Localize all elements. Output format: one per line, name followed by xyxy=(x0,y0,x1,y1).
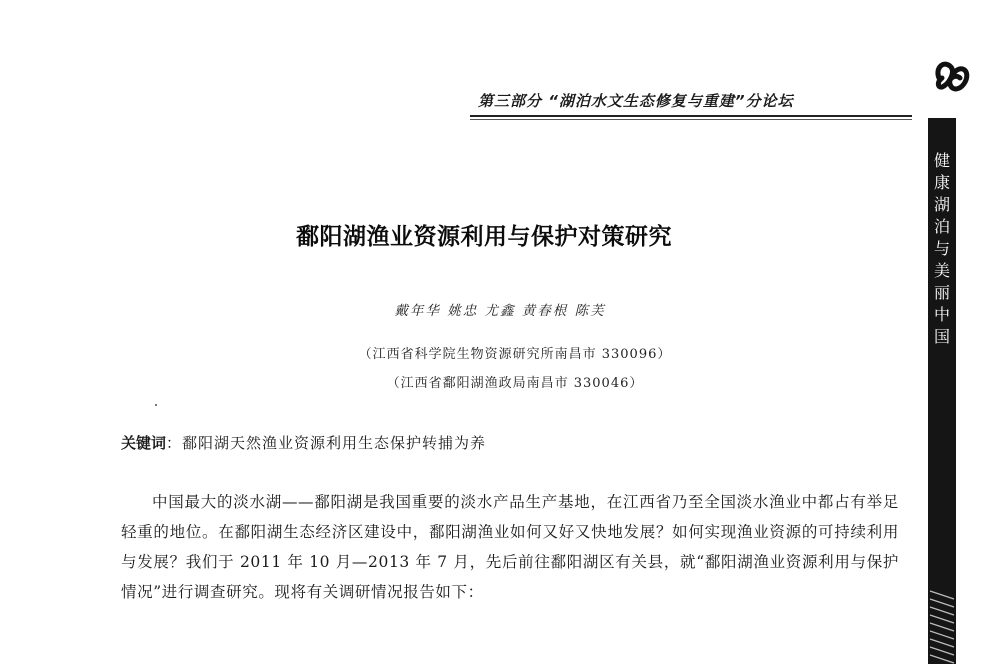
keywords-line xyxy=(121,432,486,453)
affiliation: （江西省科学院生物资源研究所南昌市 330096） xyxy=(358,347,672,362)
side-tab-texture xyxy=(928,585,956,664)
side-tab-char: 丽 xyxy=(933,283,950,302)
affiliation: （江西省鄱阳湖渔政局南昌市 330046） xyxy=(386,376,644,391)
side-tab-char: 泊 xyxy=(933,217,950,236)
running-header: 第三部分 “湖泊水文生态修复与重建”分论坛 xyxy=(478,92,794,110)
side-tab-char: 国 xyxy=(933,327,950,346)
side-tab-char: 健 xyxy=(933,151,950,170)
body-paragraph: 中国最大的淡水湖——鄱阳湖是我国重要的淡水产品生产基地，在江西省乃至全国淡水渔业中都占有举足轻重的地位。在鄱阳湖生态经济区建设中，鄱阳湖渔业如何又好又快地发展？如何实现渔业资源的可持续利用与发展？我们于 2011 年 10 月—2013 年 7 月，先后前往鄱阳湖区有关县，就“鄱阳湖渔业资源利用与保护情况”进行调查研究。现将有关调研情况报告如下： xyxy=(121,493,899,601)
paper-title: 鄱阳湖渔业资源利用与保护对策研究 xyxy=(296,223,672,250)
page-number-icon xyxy=(932,52,972,102)
author-list: 戴年华 姚忠 尤鑫 黄春根 陈芙 xyxy=(394,303,606,319)
side-tab-char: 美 xyxy=(933,261,950,280)
keywords-label: 关键词 xyxy=(121,434,167,452)
scan-speck xyxy=(155,404,157,406)
side-tab-char: 湖 xyxy=(933,195,950,214)
keywords-text: 鄱阳湖天然渔业资源利用生态保护转捕为养 xyxy=(182,434,487,452)
header-rule xyxy=(470,115,912,117)
side-tab-char: 中 xyxy=(933,305,950,324)
keywords-separator: ： xyxy=(166,434,183,452)
header-rule-thin xyxy=(470,119,912,120)
side-tab-char: 康 xyxy=(933,173,950,192)
side-tab-char: 与 xyxy=(933,239,950,258)
